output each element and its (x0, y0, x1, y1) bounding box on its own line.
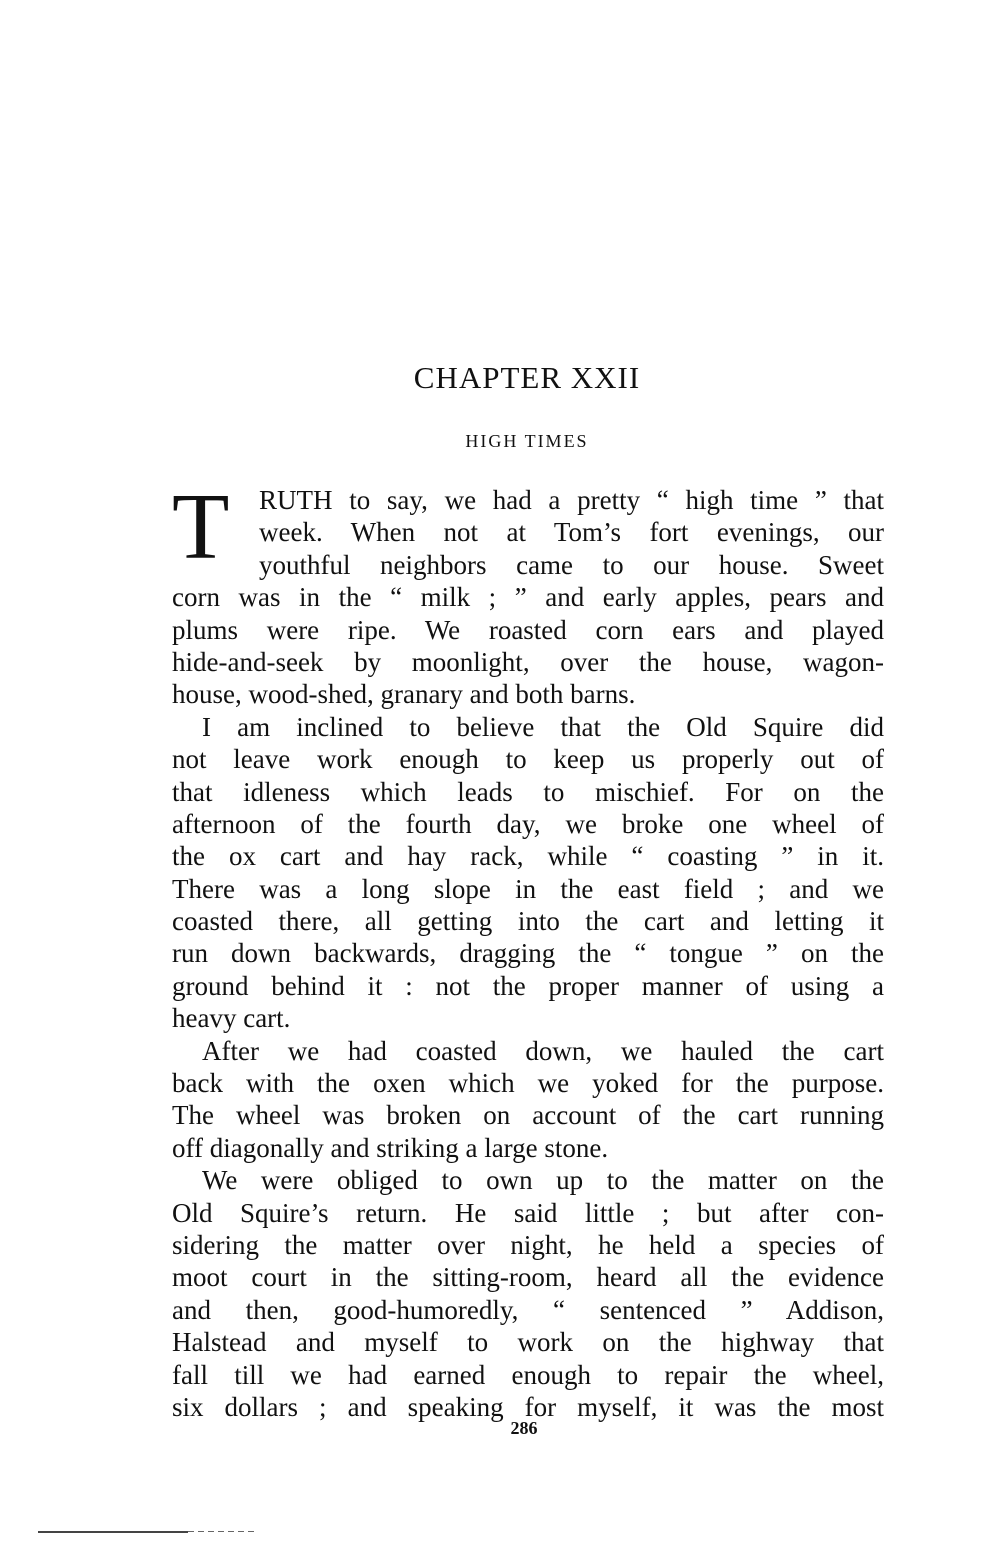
text-line: back with the oxen which we yoked for the purpose. (172, 1068, 884, 1099)
scan-edge-rule (38, 1531, 188, 1533)
text-line: Halstead and myself to work on the highway that (172, 1327, 884, 1358)
body-text (172, 484, 884, 1423)
text-line: not leave work enough to keep us properly out of (172, 744, 884, 775)
text-line: the ox cart and hay rack, while “ coasting ” in it. (172, 841, 884, 872)
text-line: coasted there, all getting into the cart and letting it (172, 906, 884, 937)
text-line: Old Squire’s return. He said little ; but after con- (172, 1197, 884, 1228)
text-line: plums were ripe. We roasted corn ears and played (172, 614, 884, 645)
text-line: hide-and-seek by moonlight, over the house, wagon- (172, 646, 884, 677)
text-line: six dollars ; and speaking for myself, it was the most (172, 1391, 884, 1422)
text-line: fall till we had earned enough to repair the wheel, (172, 1359, 884, 1390)
text-line: After we had coasted down, we hauled the cart (202, 1035, 884, 1066)
text-line: RUTH to say, we had a pretty “ high time ” that (259, 485, 884, 515)
drop-cap: T (172, 475, 230, 579)
text-line: afternoon of the fourth day, we broke one wheel of (172, 808, 884, 839)
text-line: run down backwards, dragging the “ tongue ” on the (172, 938, 884, 969)
text-line: corn was in the “ milk ; ” and early apples, pears and (172, 582, 884, 613)
text-line: and then, good-humoredly, “ sentenced ” Addison, (172, 1294, 884, 1325)
text-line: moot court in the sitting-room, heard all the evidence (172, 1262, 884, 1293)
text-line: There was a long slope in the east field ; and we (172, 873, 884, 904)
chapter-title: CHAPTER XXII (413, 360, 641, 395)
text-line: sidering the matter over night, he held a species of (172, 1229, 884, 1260)
text-line: week. When not at Tom’s fort evenings, our (259, 517, 884, 548)
page-number: 286 (510, 1418, 538, 1438)
text-line: that idleness which leads to mischief. For on the (172, 776, 884, 807)
text-line: The wheel was broken on account of the cart running (172, 1100, 884, 1131)
text-line: I am inclined to believe that the Old Squire did (202, 711, 884, 742)
text-line: heavy cart. (172, 1003, 291, 1034)
text-line: house, wood-shed, granary and both barns. (172, 679, 636, 710)
text-line: off diagonally and striking a large stone. (172, 1132, 609, 1163)
chapter-subtitle: HIGH TIMES (465, 431, 589, 451)
text-line: We were obliged to own up to the matter on the (202, 1165, 884, 1196)
text-line: ground behind it : not the proper manner of using a (172, 970, 884, 1001)
text-line: youthful neighbors came to our house. Sweet (259, 549, 884, 580)
scan-edge-rule-dashed (188, 1531, 258, 1532)
